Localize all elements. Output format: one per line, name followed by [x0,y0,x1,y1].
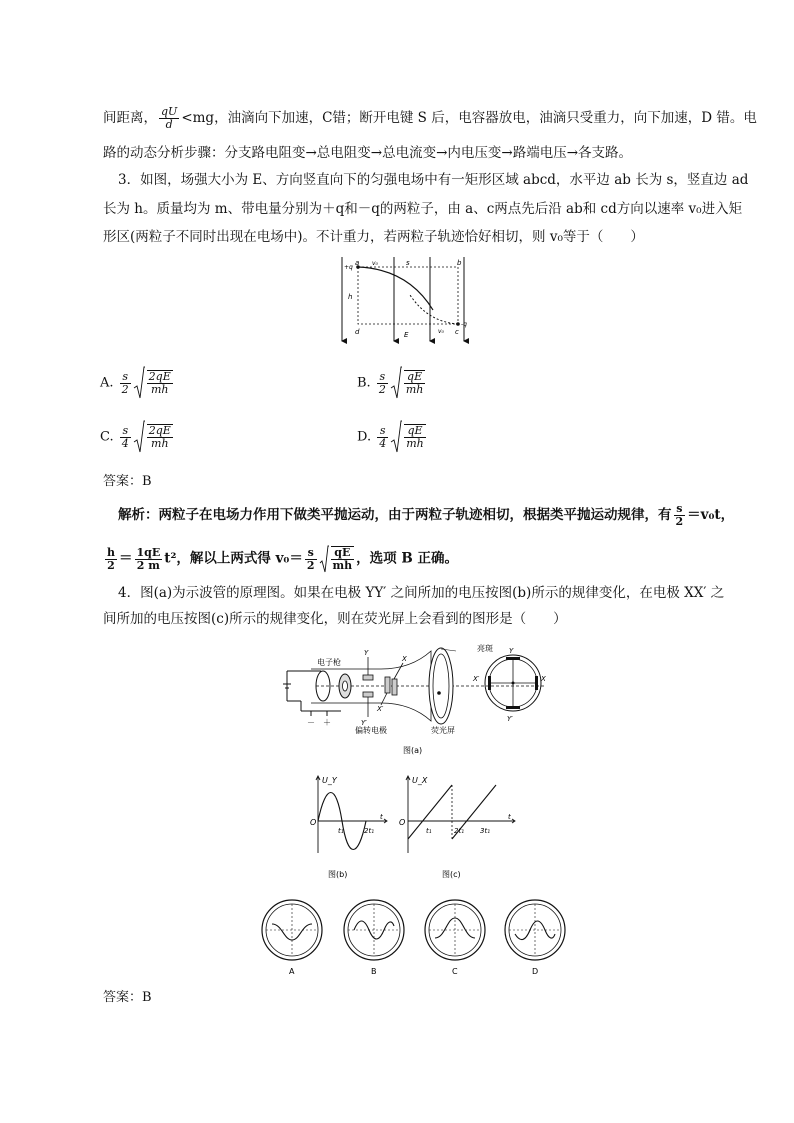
label-Yp-plate: Y′ [361,719,367,727]
q3-explain-line2: $\frac{h}{2}$ ＝ $\frac{1qE}{2 m}$ t²，解以上两式得 v₀＝ $\frac{s}{2}$ $\frac{qE}{mh}$ ，选项 B 正确。 [107,545,458,572]
label-electron-gun: 电子枪 [317,658,341,667]
explain2-tail: ，选项 B 正确。 [356,550,458,567]
q4-line1: 4．图(a)为示波管的原理图。如果在电极 YY′ 之间所加的电压按图(b)所示的规律变化，在电极 XX′ 之 [118,585,725,601]
option-b[interactable] [357,366,427,400]
q3-line1: 3．如图，场强大小为 E、方向竖直向下的匀强电场中有一矩形区域 abcd，水平边 ab 长为 s，竖直边 ad [118,172,749,188]
q3-answer: 答案：B [103,474,152,489]
q3-line2: 长为 h。质量均为 m、带电量分别为＋q和－q的两粒子，由 a、c两点先后沿 ab和 cd方向以速率 v₀进入矩 [103,201,743,217]
option-c-label: C. [100,429,114,445]
q4-answer: 答案：B [103,990,152,1005]
label-Yp-screen: Y′ [507,715,513,723]
para1-line1 [103,106,757,131]
option-a-label: A. [100,375,114,391]
screen-choice-b[interactable] [342,898,412,978]
option-c-coef: $\frac{s}{4}$ [121,423,129,450]
label-Xp-plate: X′ [377,705,384,713]
caption-fig-b: 图(b) [328,870,348,879]
point-c-label: c [455,328,459,336]
screen-choice-c[interactable] [423,898,493,978]
explain-frac-qE-m: $\frac{1qE}{2 m}$ [136,545,161,572]
label-fluorescent-screen: 荧光屏 [431,726,455,735]
oscilloscope-diagram [281,641,551,756]
fig-c-ux-graph [396,773,516,883]
v0-top-label: v₀ [372,260,378,267]
label-deflection-electrode: 偏转电极 [355,726,387,735]
length-s-label: s [406,259,410,267]
choice-b-label: B [371,967,377,976]
option-a[interactable] [100,366,175,400]
fig-c-ylabel: U_X [412,776,428,785]
option-d-coef: $\frac{s}{4}$ [379,423,387,450]
caption-fig-c: 图(c) [442,870,461,879]
fig-b-origin: O [310,818,317,827]
field-E-label: E [404,331,409,339]
option-d-label: D. [357,429,372,445]
point-b-label: b [457,259,462,267]
explain1-tail: ＝v₀t， [687,507,735,523]
q4-line2: 间所加的电压按图(c)所示的规律变化，则在荧光屏上会看到的图形是（ ） [103,611,567,627]
choice-d-label: D [532,967,539,976]
option-a-radical: $\frac{2qE}{mh}$ [133,366,175,400]
option-c[interactable] [100,420,175,454]
length-h-label: h [348,293,353,301]
explain-radical: $\frac{qE}{mh}$ [319,545,357,573]
label-plus: ＋ [323,718,331,727]
point-d-label: d [355,328,360,336]
option-b-label: B. [357,375,371,391]
explain2-mid: t²，解以上两式得 v₀＝ [164,550,303,567]
label-X-screen: X [541,675,546,683]
choice-c-label: C [452,967,458,976]
q3-field-figure [338,255,478,345]
minus-q-label: -q [461,321,467,328]
fig-c-3t1: 3t₁ [480,827,491,835]
choice-a-label: A [289,967,295,976]
label-bright-spot: 亮斑 [477,644,493,653]
explain-frac-s-2b: $\frac{s}{2}$ [306,545,315,572]
q3-explain-line1 [118,503,734,528]
label-X-plate: X [402,655,407,663]
label-Xp-screen: X′ [473,675,480,683]
fig-b-ylabel: U_Y [322,776,337,785]
plus-q-label: +q [344,264,353,271]
label-Y-plate: Y [364,649,369,657]
para1-line2: 路的动态分析步骤：分支路电阻变→总电阻变→总电流变→内电压变→路端电压→各支路。 [103,145,633,161]
fig-b-t: t [380,813,383,821]
fig-c-2t1: 2t₁ [454,827,465,835]
fraction-qU-d: $\frac{qU}{d}$ [161,105,178,131]
q3-line3: 形区(两粒子不同时出现在电场中)。不计重力，若两粒子轨迹恰好相切，则 v₀等于（ ） [103,229,644,245]
explain-frac-h-2: $\frac{h}{2}$ [107,545,115,572]
v0-bottom-label: v₀ [438,328,444,335]
screen-choice-a[interactable] [260,898,330,978]
option-c-radical: $\frac{2qE}{mh}$ [133,420,175,454]
fig-b-t1: t₁ [338,827,344,835]
option-b-coef: $\frac{s}{2}$ [378,369,386,396]
label-minus: － [307,718,315,727]
explain1-text: 解析：两粒子在电场力作用下做类平抛运动，由于两粒子轨迹相切，根据类平抛运动规律，有 [118,507,672,523]
label-Y-screen: Y [509,647,514,655]
explain-frac-s-2: $\frac{s}{2}$ [675,502,684,528]
para1-text-a: 间距离， [103,110,157,126]
fig-c-origin: O [399,818,406,827]
option-b-radical: $\frac{qE}{mh}$ [390,366,428,400]
point-a-label: a [355,259,360,267]
caption-fig-a: 图(a) [403,746,423,755]
option-a-coef: $\frac{s}{2}$ [121,369,129,396]
option-d-radical: $\frac{qE}{mh}$ [390,420,428,454]
fig-c-t1: t₁ [426,827,432,835]
screen-choice-d[interactable] [503,898,573,978]
para1-text-b: <mg，油滴向下加速，C错；断开电键 S 后，电容器放电，油滴只受重力，向下加速，D 错。电 [181,110,757,126]
fig-b-2t1: 2t₁ [364,827,375,835]
fig-b-uy-graph [308,773,388,883]
fig-c-t: t [508,813,511,821]
option-d[interactable] [357,420,428,454]
